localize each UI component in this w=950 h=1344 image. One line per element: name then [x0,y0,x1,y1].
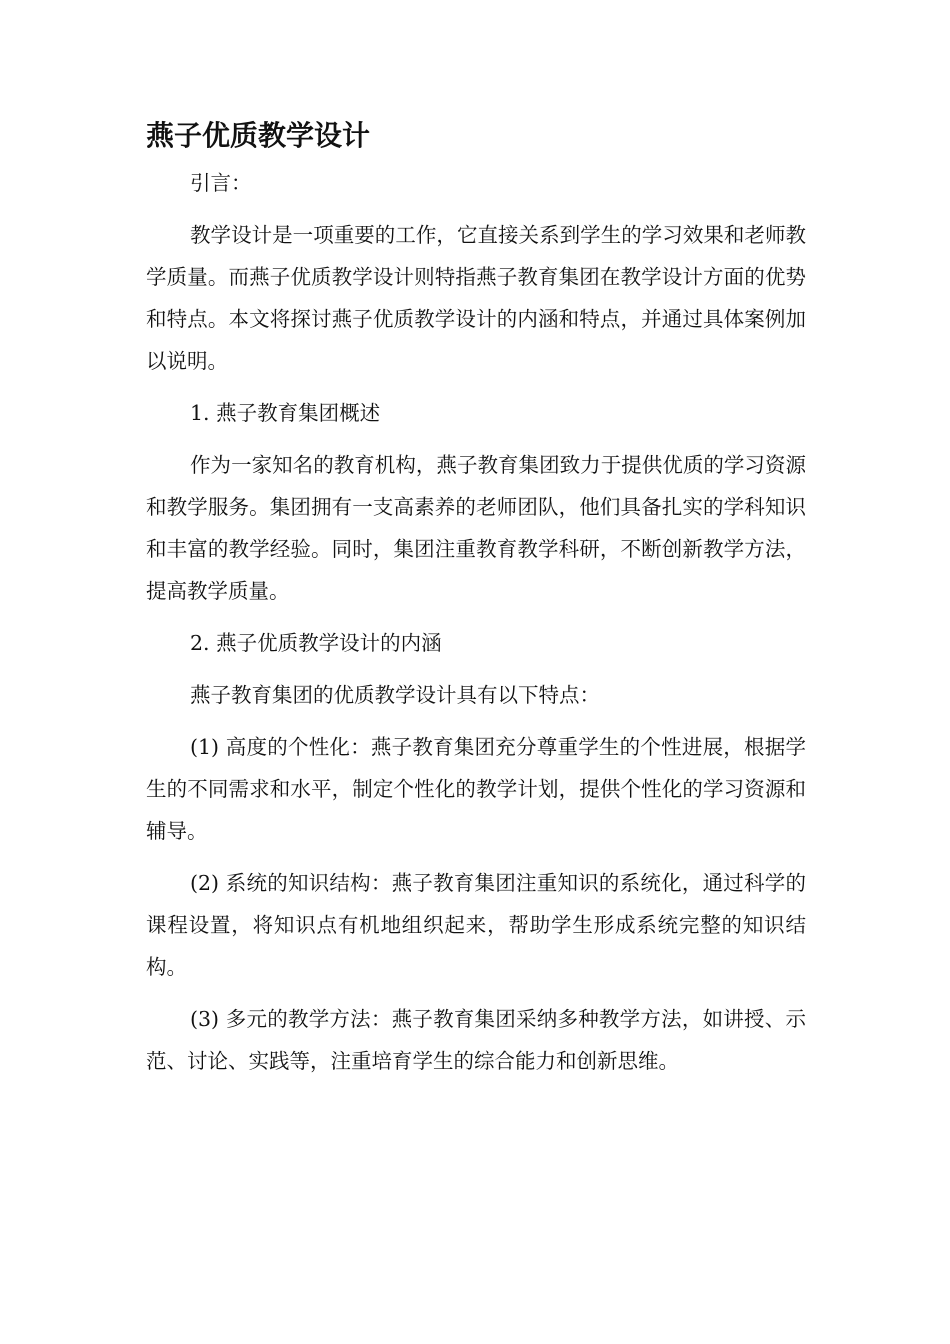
list-item-1: (1) 高度的个性化：燕子教育集团充分尊重学生的个性进展，根据学生的不同需求和水平，制定个性化的教学计划，提供个性化的学习资源和辅导。 [146,735,806,843]
list-item-3: (3) 多元的教学方法：燕子教育集团采纳多种教学方法，如讲授、示范、讨论、实践等，注重培育学生的综合能力和创新思维。 [146,1007,806,1073]
paragraph-section-1: 作为一家知名的教育机构，燕子教育集团致力于提供优质的学习资源和教学服务。集团拥有一支高素养的老师团队，他们具备扎实的学科知识和丰富的教学经验。同时，集团注重教育教学科研，不断创新教学方法，提高教学质量。 [146,453,806,603]
paragraph-intro-label: 引言： [190,171,252,195]
paragraph-intro: 教学设计是一项重要的工作，它直接关系到学生的学习效果和老师教学质量。而燕子优质教学设计则特指燕子教育集团在教学设计方面的优势和特点。本文将探讨燕子优质教学设计的内涵和特点，并通过具体案例加以说明。 [146,223,806,373]
document-title: 燕子优质教学设计 [146,119,371,152]
section-heading-2: 2. 燕子优质教学设计的内涵 [190,631,442,655]
paragraph-section-2-lead: 燕子教育集团的优质教学设计具有以下特点： [190,683,600,707]
document-body [146,162,806,1092]
list-item-2: (2) 系统的知识结构：燕子教育集团注重知识的系统化，通过科学的课程设置，将知识点有机地组织起来，帮助学生形成系统完整的知识结构。 [146,871,806,979]
section-heading-1: 1. 燕子教育集团概述 [190,401,381,425]
